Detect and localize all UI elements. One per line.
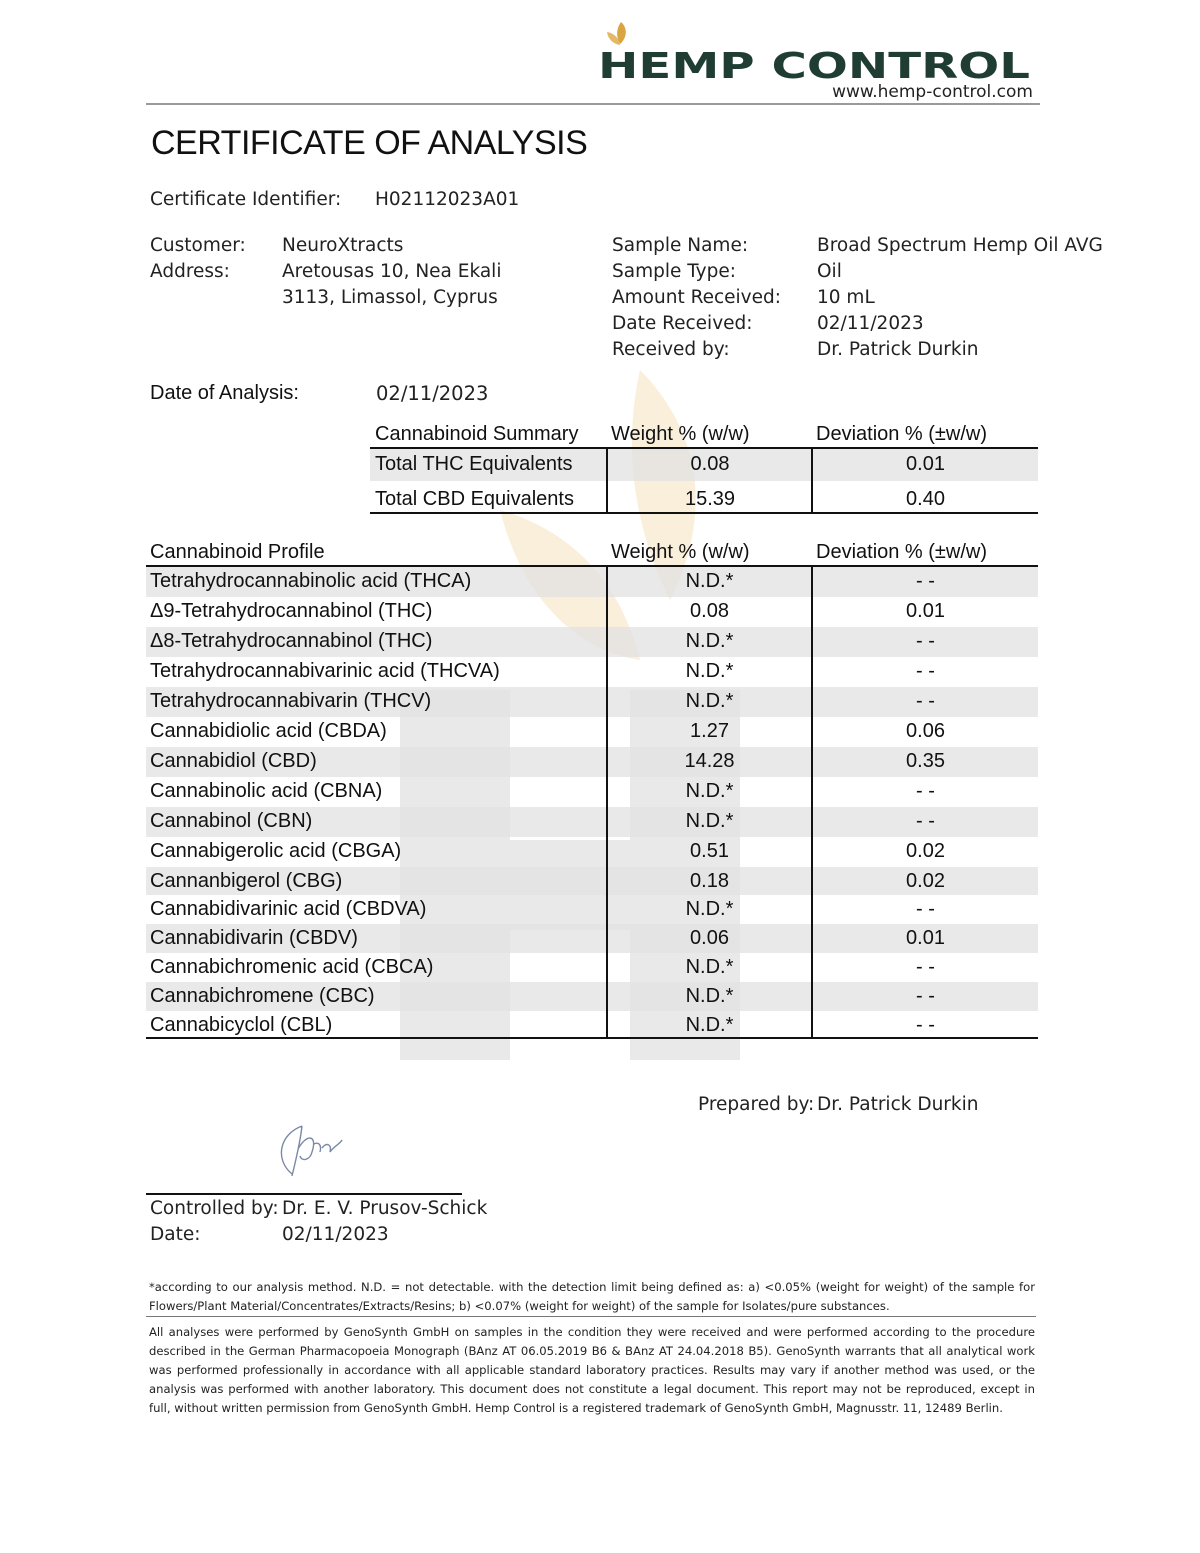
profile-row-deviation: - - xyxy=(916,898,935,920)
profile-row-weight: 1.27 xyxy=(690,720,729,742)
footnote: *according to our analysis method. N.D. = not detectable. with the detection limit being defined as: a) <0.05% (weight for weight) of the sample for Flowers/Plant Material/Concentrates/Extracts/Resins; b) <0.07% (weight for weight) of the sample for Isolates/pure substances. xyxy=(149,1280,1035,1313)
address-line-1: Aretousas 10, Nea Ekali xyxy=(282,261,502,282)
received-by-label: Received by: xyxy=(612,339,730,360)
disclaimer: All analyses were performed by GenoSynth GmbH on samples in the condition they were received and were performed according to the procedure described in the German Pharmacopoeia Monograph (BAnz AT 06.05.2019 B6 & BAnz AT 24.04.2018 B5). GenoSynth warrants that all analytical work was performed professionally in accordance with all applicable standard laboratory practices. Results may vary if another method was used, or the analysis was performed with another laboratory. This document does not constitute a legal document. This report may not be reproduced, except in full, without written permission from GenoSynth GmbH. Hemp Control is a registered trademark of GenoSynth GmbH, Magnusstr. 11, 12489 Berlin. xyxy=(149,1325,1035,1415)
control-date-value: 02/11/2023 xyxy=(282,1224,389,1245)
profile-row-name: Cannabidiol (CBD) xyxy=(150,750,317,772)
profile-row-name: Cannabinol (CBN) xyxy=(150,810,313,832)
page-title: CERTIFICATE OF ANALYSIS xyxy=(151,124,588,162)
table-row xyxy=(146,567,1038,597)
profile-header-deviation: Deviation % (±w/w) xyxy=(816,541,988,563)
table-row xyxy=(146,657,1038,687)
profile-header-name: Cannabinoid Profile xyxy=(150,541,325,563)
profile-row-weight: 0.18 xyxy=(690,870,729,892)
table-row xyxy=(146,837,1038,867)
table-row xyxy=(146,777,1038,807)
profile-row-weight: N.D.* xyxy=(685,630,734,652)
sample-type-value: Oil xyxy=(817,261,842,282)
profile-row-weight: 0.06 xyxy=(690,927,729,949)
control-date-label: Date: xyxy=(150,1224,201,1245)
cannabinoid-profile-table xyxy=(146,538,1038,1040)
summary-row-name: Total CBD Equivalents xyxy=(375,488,574,510)
profile-row-deviation: 0.02 xyxy=(906,840,945,862)
profile-row-weight: 0.51 xyxy=(690,840,729,862)
prepared-by-label: Prepared by: xyxy=(698,1094,815,1115)
profile-row-deviation: - - xyxy=(916,956,935,978)
amount-received-label: Amount Received: xyxy=(612,287,781,308)
table-row xyxy=(146,597,1038,627)
profile-row-weight: N.D.* xyxy=(685,810,734,832)
received-by-value: Dr. Patrick Durkin xyxy=(817,339,979,360)
sample-type-label: Sample Type: xyxy=(612,261,736,282)
profile-row-name: Cannanbigerol (CBG) xyxy=(150,870,343,892)
profile-row-deviation: - - xyxy=(916,630,935,652)
header-divider xyxy=(146,103,1040,105)
footer-divider xyxy=(146,1316,1036,1317)
profile-row-name: Cannabinolic acid (CBNA) xyxy=(150,780,383,802)
table-row xyxy=(370,449,1038,481)
profile-row-name: Tetrahydrocannabinolic acid (THCA) xyxy=(150,570,472,592)
profile-row-name: Δ8-Tetrahydrocannabinol (THC) xyxy=(150,630,433,652)
profile-row-name: Cannabichromene (CBC) xyxy=(150,985,375,1007)
profile-row-deviation: - - xyxy=(916,985,935,1007)
profile-row-name: Cannabidivarinic acid (CBDVA) xyxy=(150,898,427,920)
profile-row-name: Cannabigerolic acid (CBGA) xyxy=(150,840,402,862)
profile-row-weight: N.D.* xyxy=(685,570,734,592)
controlled-by-label: Controlled by: xyxy=(150,1198,279,1219)
signature xyxy=(262,1104,352,1184)
profile-row-weight: N.D.* xyxy=(685,690,734,712)
profile-row-name: Cannabidivarin (CBDV) xyxy=(150,927,358,949)
profile-row-weight: N.D.* xyxy=(685,1014,734,1036)
profile-row-name: Δ9-Tetrahydrocannabinol (THC) xyxy=(150,600,433,622)
amount-received-value: 10 mL xyxy=(817,287,875,308)
profile-row-deviation: - - xyxy=(916,780,935,802)
summary-row-deviation: 0.01 xyxy=(906,453,945,475)
profile-row-deviation: 0.01 xyxy=(906,600,945,622)
profile-row-deviation: - - xyxy=(916,690,935,712)
table-row xyxy=(146,747,1038,777)
table-row xyxy=(146,807,1038,837)
cannabinoid-summary-table xyxy=(370,420,1038,516)
profile-row-name: Cannabichromenic acid (CBCA) xyxy=(150,956,434,978)
analysis-date-label: Date of Analysis: xyxy=(150,382,299,404)
date-received-label: Date Received: xyxy=(612,313,753,334)
table-row xyxy=(146,924,1038,953)
profile-row-name: Cannabidiolic acid (CBDA) xyxy=(150,720,387,742)
profile-row-name: Tetrahydrocannabivarinic acid (THCVA) xyxy=(150,660,500,682)
table-row xyxy=(146,687,1038,717)
controlled-by-value: Dr. E. V. Prusov-Schick xyxy=(282,1198,488,1219)
sample-name-value: Broad Spectrum Hemp Oil AVG xyxy=(817,235,1103,256)
date-received-value: 02/11/2023 xyxy=(817,313,924,334)
summary-row-weight: 15.39 xyxy=(684,488,736,510)
table-row xyxy=(146,1011,1038,1039)
analysis-date-value: 02/11/2023 xyxy=(376,382,489,405)
profile-row-deviation: 0.35 xyxy=(906,750,945,772)
profile-row-weight: N.D.* xyxy=(685,985,734,1007)
profile-row-name: Cannabicyclol (CBL) xyxy=(150,1014,333,1036)
profile-row-deviation: - - xyxy=(916,570,935,592)
profile-row-weight: N.D.* xyxy=(685,660,734,682)
summary-header-deviation: Deviation % (±w/w) xyxy=(816,423,988,445)
table-row xyxy=(370,481,1038,514)
profile-row-weight: N.D.* xyxy=(685,898,734,920)
profile-row-name: Tetrahydrocannabivarin (THCV) xyxy=(150,690,432,712)
profile-row-deviation: - - xyxy=(916,810,935,832)
profile-row-deviation: 0.01 xyxy=(906,927,945,949)
summary-header-name: Cannabinoid Summary xyxy=(375,423,579,445)
summary-row-name: Total THC Equivalents xyxy=(375,453,573,475)
table-row xyxy=(146,867,1038,895)
table-row xyxy=(146,895,1038,924)
profile-row-weight: N.D.* xyxy=(685,956,734,978)
prepared-by-value: Dr. Patrick Durkin xyxy=(817,1094,979,1115)
summary-header-weight: Weight % (w/w) xyxy=(611,423,750,445)
profile-row-deviation: 0.02 xyxy=(906,870,945,892)
certificate-id-value: H02112023A01 xyxy=(375,189,520,210)
brand-url: www.hemp-control.com xyxy=(832,82,1033,102)
table-row xyxy=(146,982,1038,1011)
table-row xyxy=(146,953,1038,982)
profile-row-weight: N.D.* xyxy=(685,780,734,802)
customer-value: NeuroXtracts xyxy=(282,235,404,256)
profile-row-deviation: 0.06 xyxy=(906,720,945,742)
signature-line xyxy=(146,1193,462,1195)
customer-label: Customer: xyxy=(150,235,246,256)
brand-name-text: HEMP CONTROL xyxy=(598,46,1030,87)
profile-row-deviation: - - xyxy=(916,1014,935,1036)
address-line-2: 3113, Limassol, Cyprus xyxy=(282,287,498,308)
profile-row-weight: 0.08 xyxy=(690,600,729,622)
profile-row-deviation: - - xyxy=(916,660,935,682)
table-row xyxy=(146,627,1038,657)
address-label: Address: xyxy=(150,261,230,282)
profile-row-weight: 14.28 xyxy=(684,750,735,772)
profile-header-weight: Weight % (w/w) xyxy=(611,541,750,563)
summary-row-deviation: 0.40 xyxy=(906,488,945,510)
sample-name-label: Sample Name: xyxy=(612,235,749,256)
table-row xyxy=(146,717,1038,747)
certificate-id-label: Certificate Identifier: xyxy=(150,189,342,210)
summary-row-weight: 0.08 xyxy=(690,453,730,475)
